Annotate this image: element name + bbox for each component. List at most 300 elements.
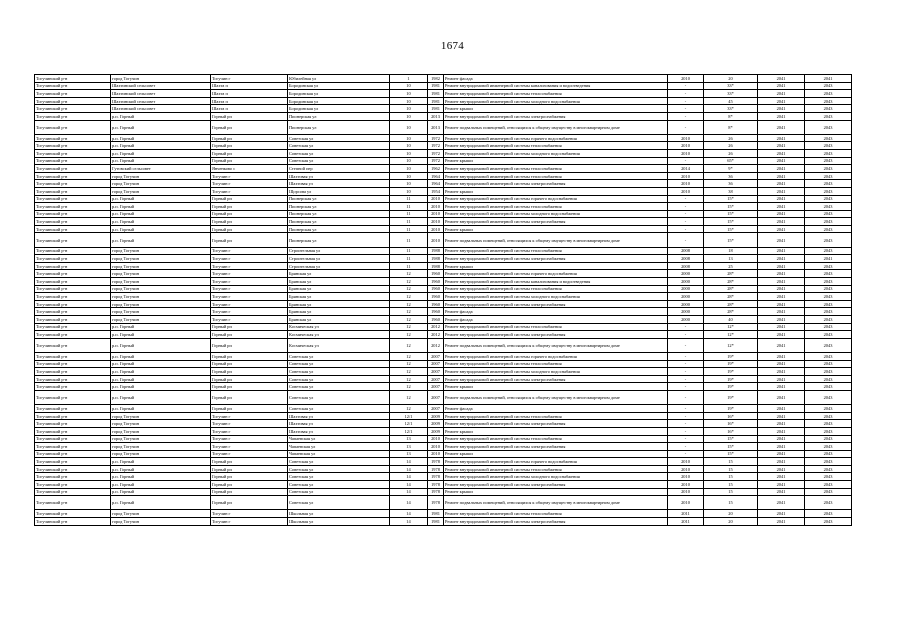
cell-district: Тогучинский р-н <box>35 458 111 466</box>
cell-municipality: р.п. Горный <box>111 352 211 360</box>
cell-municipality: р.п. Горный <box>111 465 211 473</box>
cell-settlement: Тогучин г <box>211 180 288 188</box>
cell-work-type: Ремонт внутридомовой инженерной системы холодного водоснабжения <box>444 368 668 376</box>
cell-wear-percent: 15 <box>704 473 758 481</box>
cell-work-type: Ремонт внутридомовой инженерной системы канализования и водоотведения <box>444 82 668 90</box>
cell-build-year: 1954 <box>428 187 444 195</box>
cell-settlement: Горный рп <box>211 368 288 376</box>
cell-municipality: город Тогучин <box>111 427 211 435</box>
cell-street: Шахтовая ул <box>288 412 390 420</box>
cell-settlement: Тогучин г <box>211 412 288 420</box>
cell-district: Тогучинский р-н <box>35 149 111 157</box>
cell-work-type: Ремонт внутридомовой инженерной системы холодного водоснабжения <box>444 97 668 105</box>
cell-work-type: Ремонт внутридомовой инженерной системы электроснабжения <box>444 300 668 308</box>
cell-wear-percent: 19* <box>704 375 758 383</box>
cell-settlement: Горный рп <box>211 488 288 496</box>
cell-house-number: 12 <box>390 368 428 376</box>
cell-build-year: 1978 <box>428 473 444 481</box>
cell-house-number: 12 <box>390 375 428 383</box>
cell-house-number: 12 <box>390 285 428 293</box>
cell-settlement: Горный рп <box>211 338 288 352</box>
cell-work-type: Ремонт внутридомовой инженерной системы электроснабжения <box>444 218 668 226</box>
cell-settlement: Тогучин г <box>211 420 288 428</box>
cell-municipality: р.п. Горный <box>111 203 211 211</box>
cell-plan-start-year: 2041 <box>758 149 805 157</box>
cell-build-year: 2010 <box>428 443 444 451</box>
cell-municipality: Шахтинский сельсовет <box>111 90 211 98</box>
cell-house-number: 12 <box>390 300 428 308</box>
cell-house-number: 14 <box>390 510 428 518</box>
cell-wear-percent: 8* <box>704 112 758 120</box>
cell-work-type: Ремонт внутридомовой инженерной системы электроснабжения <box>444 443 668 451</box>
table-row <box>35 90 852 98</box>
cell-district: Тогучинский р-н <box>35 278 111 286</box>
table-row <box>35 270 852 278</box>
cell-build-year: 2009 <box>428 427 444 435</box>
cell-district: Тогучинский р-н <box>35 120 111 134</box>
cell-work-type: Ремонт внутридомовой инженерной системы электроснабжения <box>444 180 668 188</box>
cell-house-number: 14 <box>390 518 428 526</box>
cell-wear-percent: 28* <box>704 293 758 301</box>
cell-plan-end-year: 2043 <box>805 270 852 278</box>
table-row <box>35 368 852 376</box>
cell-work-type: Ремонт внутридомовой инженерной системы холодного водоснабжения <box>444 293 668 301</box>
cell-district: Тогучинский р-н <box>35 172 111 180</box>
table-row <box>35 458 852 466</box>
cell-plan-end-year: 2043 <box>805 278 852 286</box>
cell-wear-percent: 28* <box>704 300 758 308</box>
cell-settlement: Горный рп <box>211 203 288 211</box>
cell-work-type: Ремонт внутридомовой инженерной системы горячего водоснабжения <box>444 352 668 360</box>
cell-build-year: 2013 <box>428 112 444 120</box>
cell-plan-end-year: 2043 <box>805 308 852 316</box>
cell-district: Тогучинский р-н <box>35 142 111 150</box>
cell-district: Тогучинский р-н <box>35 488 111 496</box>
cell-build-year: 2010 <box>428 218 444 226</box>
cell-street: Пионерская ул <box>288 203 390 211</box>
cell-last-repair-year: - <box>668 338 704 352</box>
cell-build-year: 1981 <box>428 105 444 113</box>
cell-plan-end-year: 2043 <box>805 285 852 293</box>
cell-municipality: город Тогучин <box>111 510 211 518</box>
cell-build-year: 1972 <box>428 142 444 150</box>
table-row <box>35 218 852 226</box>
cell-wear-percent: 25 <box>704 262 758 270</box>
cell-house-number: 14 <box>390 481 428 489</box>
cell-plan-end-year: 2043 <box>805 427 852 435</box>
cell-house-number: 10 <box>390 105 428 113</box>
cell-wear-percent: 65* <box>704 157 758 165</box>
cell-municipality: город Тогучин <box>111 518 211 526</box>
cell-work-type: Ремонт внутридомовой инженерной системы электроснабжения <box>444 331 668 339</box>
cell-municipality: город Тогучин <box>111 187 211 195</box>
cell-work-type: Ремонт крыши <box>444 450 668 458</box>
cell-plan-start-year: 2041 <box>758 247 805 255</box>
table-row <box>35 149 852 157</box>
table-row <box>35 331 852 339</box>
cell-district: Тогучинский р-н <box>35 187 111 195</box>
cell-house-number: 10 <box>390 157 428 165</box>
cell-build-year: 2012 <box>428 323 444 331</box>
cell-street: Пионерская ул <box>288 218 390 226</box>
cell-settlement: Горный рп <box>211 496 288 510</box>
register-body <box>35 75 852 526</box>
cell-wear-percent: 9* <box>704 165 758 173</box>
cell-plan-start-year: 2041 <box>758 420 805 428</box>
cell-work-type: Ремонт внутридомовой инженерной системы электроснабжения <box>444 375 668 383</box>
cell-district: Тогучинский р-н <box>35 481 111 489</box>
table-row <box>35 255 852 263</box>
cell-municipality: город Тогучин <box>111 300 211 308</box>
cell-plan-start-year: 2041 <box>758 75 805 83</box>
cell-work-type: Ремонт крыши <box>444 427 668 435</box>
cell-municipality: р.п. Горный <box>111 210 211 218</box>
cell-plan-end-year: 2043 <box>805 97 852 105</box>
cell-settlement: Тогучин г <box>211 285 288 293</box>
cell-wear-percent: 19* <box>704 360 758 368</box>
table-row <box>35 210 852 218</box>
cell-house-number: 11 <box>390 225 428 233</box>
cell-settlement: Горный рп <box>211 225 288 233</box>
cell-street: Строительная ул <box>288 255 390 263</box>
cell-plan-end-year: 2043 <box>805 510 852 518</box>
cell-house-number: 12 <box>390 308 428 316</box>
cell-municipality: р.п. Горный <box>111 142 211 150</box>
cell-municipality: город Тогучин <box>111 293 211 301</box>
cell-wear-percent: 15 <box>704 488 758 496</box>
cell-plan-end-year: 2043 <box>805 383 852 391</box>
cell-plan-end-year: 2043 <box>805 225 852 233</box>
cell-municipality: р.п. Горный <box>111 368 211 376</box>
cell-wear-percent: 38 <box>704 187 758 195</box>
cell-last-repair-year: - <box>668 450 704 458</box>
cell-street: Советская ул <box>288 142 390 150</box>
cell-street: Чапаевская ул <box>288 450 390 458</box>
cell-plan-start-year: 2041 <box>758 518 805 526</box>
cell-district: Тогучинский р-н <box>35 165 111 173</box>
cell-settlement: Горный рп <box>211 481 288 489</box>
cell-last-repair-year: - <box>668 360 704 368</box>
cell-wear-percent: 45 <box>704 97 758 105</box>
cell-municipality: р.п. Горный <box>111 338 211 352</box>
cell-district: Тогучинский р-н <box>35 390 111 404</box>
cell-wear-percent: 12* <box>704 331 758 339</box>
cell-build-year: 1988 <box>428 262 444 270</box>
cell-district: Тогучинский р-н <box>35 218 111 226</box>
cell-work-type: Ремонт фасада <box>444 316 668 324</box>
cell-work-type: Ремонт внутридомовой инженерной системы теплоснабжения <box>444 90 668 98</box>
table-row <box>35 360 852 368</box>
cell-plan-end-year: 2043 <box>805 134 852 142</box>
cell-street: Пионерская ул <box>288 225 390 233</box>
cell-municipality: р.п. Горный <box>111 496 211 510</box>
cell-settlement: Горный рп <box>211 142 288 150</box>
cell-municipality: р.п. Горный <box>111 323 211 331</box>
cell-house-number: 12 <box>390 278 428 286</box>
cell-build-year: 2010 <box>428 233 444 247</box>
cell-district: Тогучинский р-н <box>35 323 111 331</box>
cell-house-number: 10 <box>390 120 428 134</box>
cell-last-repair-year: 2010 <box>668 180 704 188</box>
cell-last-repair-year: - <box>668 203 704 211</box>
cell-settlement: Тогучин г <box>211 435 288 443</box>
cell-wear-percent: 26 <box>704 134 758 142</box>
cell-street: Советская ул <box>288 496 390 510</box>
cell-plan-end-year: 2043 <box>805 338 852 352</box>
cell-work-type: Ремонт внутридомовой инженерной системы теплоснабжения <box>444 247 668 255</box>
cell-district: Тогучинский р-н <box>35 352 111 360</box>
cell-plan-start-year: 2041 <box>758 510 805 518</box>
cell-last-repair-year: 2010 <box>668 496 704 510</box>
table-row <box>35 120 852 134</box>
table-row <box>35 390 852 404</box>
cell-plan-end-year: 2043 <box>805 450 852 458</box>
cell-plan-end-year: 2043 <box>805 488 852 496</box>
cell-plan-start-year: 2041 <box>758 157 805 165</box>
cell-build-year: 1982 <box>428 75 444 83</box>
cell-last-repair-year: - <box>668 105 704 113</box>
cell-district: Тогучинский р-н <box>35 412 111 420</box>
cell-last-repair-year: 2010 <box>668 142 704 150</box>
cell-build-year: 2007 <box>428 352 444 360</box>
cell-last-repair-year: - <box>668 352 704 360</box>
cell-plan-start-year: 2041 <box>758 278 805 286</box>
cell-district: Тогучинский р-н <box>35 262 111 270</box>
cell-plan-start-year: 2041 <box>758 82 805 90</box>
table-row <box>35 518 852 526</box>
cell-wear-percent: 19* <box>704 405 758 413</box>
cell-street: Советская ул <box>288 390 390 404</box>
cell-last-repair-year: 2010 <box>668 465 704 473</box>
cell-wear-percent: 15* <box>704 450 758 458</box>
cell-house-number: 14 <box>390 496 428 510</box>
cell-district: Тогучинский р-н <box>35 443 111 451</box>
cell-build-year: 1988 <box>428 255 444 263</box>
cell-work-type: Ремонт внутридомовой инженерной системы электроснабжения <box>444 420 668 428</box>
cell-build-year: 1972 <box>428 149 444 157</box>
cell-last-repair-year: 2011 <box>668 518 704 526</box>
cell-district: Тогучинский р-н <box>35 180 111 188</box>
cell-wear-percent: 15* <box>704 225 758 233</box>
cell-street: Строительная ул <box>288 262 390 270</box>
cell-last-repair-year: 2000 <box>668 293 704 301</box>
cell-wear-percent: 15 <box>704 465 758 473</box>
cell-build-year: 1960 <box>428 300 444 308</box>
cell-municipality: Шахтинский сельсовет <box>111 97 211 105</box>
cell-plan-start-year: 2041 <box>758 165 805 173</box>
table-row <box>35 488 852 496</box>
cell-plan-start-year: 2041 <box>758 458 805 466</box>
cell-plan-end-year: 2043 <box>805 149 852 157</box>
cell-settlement: Тогучин г <box>211 247 288 255</box>
cell-plan-end-year: 2043 <box>805 210 852 218</box>
cell-wear-percent: 40 <box>704 316 758 324</box>
cell-street: Брянская ул <box>288 308 390 316</box>
table-row <box>35 435 852 443</box>
table-row <box>35 112 852 120</box>
cell-wear-percent: 28* <box>704 278 758 286</box>
cell-settlement: Тогучин г <box>211 270 288 278</box>
cell-settlement: Горный рп <box>211 134 288 142</box>
cell-plan-start-year: 2041 <box>758 375 805 383</box>
cell-work-type: Ремонт крыши <box>444 105 668 113</box>
cell-municipality: р.п. Горный <box>111 112 211 120</box>
cell-plan-end-year: 2041 <box>805 255 852 263</box>
cell-municipality: город Тогучин <box>111 412 211 420</box>
cell-wear-percent: 20 <box>704 510 758 518</box>
cell-last-repair-year: - <box>668 390 704 404</box>
cell-plan-end-year: 2043 <box>805 481 852 489</box>
cell-house-number: 11 <box>390 262 428 270</box>
table-row <box>35 172 852 180</box>
cell-street: Шахтовая ул <box>288 420 390 428</box>
cell-plan-start-year: 2041 <box>758 105 805 113</box>
cell-plan-end-year: 2043 <box>805 375 852 383</box>
cell-street: Шахтовая ул <box>288 427 390 435</box>
cell-municipality: р.п. Горный <box>111 218 211 226</box>
table-row <box>35 338 852 352</box>
cell-last-repair-year: - <box>668 331 704 339</box>
cell-district: Тогучинский р-н <box>35 210 111 218</box>
cell-house-number: 10 <box>390 165 428 173</box>
capital-repair-register-table <box>34 74 852 526</box>
cell-build-year: 2013 <box>428 120 444 134</box>
cell-settlement: Горный рп <box>211 112 288 120</box>
table-row <box>35 412 852 420</box>
cell-municipality: город Тогучин <box>111 278 211 286</box>
cell-municipality: город Тогучин <box>111 285 211 293</box>
table-row <box>35 247 852 255</box>
cell-settlement: Шахта п <box>211 97 288 105</box>
cell-build-year: 2007 <box>428 390 444 404</box>
cell-work-type: Ремонт внутридомовой инженерной системы холодного водоснабжения <box>444 210 668 218</box>
cell-wear-percent: 19* <box>704 390 758 404</box>
cell-settlement: Горный рп <box>211 331 288 339</box>
cell-build-year: 2010 <box>428 210 444 218</box>
cell-settlement: Горный рп <box>211 149 288 157</box>
cell-wear-percent: 8* <box>704 120 758 134</box>
cell-municipality: р.п. Горный <box>111 481 211 489</box>
cell-street: Бородинская ул <box>288 90 390 98</box>
table-row <box>35 323 852 331</box>
cell-plan-start-year: 2041 <box>758 352 805 360</box>
cell-build-year: 1981 <box>428 518 444 526</box>
cell-settlement: Тогучин г <box>211 293 288 301</box>
cell-plan-end-year: 2043 <box>805 300 852 308</box>
cell-build-year: 1978 <box>428 481 444 489</box>
cell-house-number: 11 <box>390 210 428 218</box>
cell-last-repair-year: - <box>668 195 704 203</box>
cell-build-year: 2010 <box>428 435 444 443</box>
cell-house-number: 12 <box>390 270 428 278</box>
cell-plan-start-year: 2041 <box>758 293 805 301</box>
cell-work-type: Ремонт внутридомовой инженерной системы холодного водоснабжения <box>444 149 668 157</box>
cell-district: Тогучинский р-н <box>35 375 111 383</box>
cell-municipality: город Тогучин <box>111 270 211 278</box>
cell-district: Тогучинский р-н <box>35 90 111 98</box>
cell-district: Тогучинский р-н <box>35 427 111 435</box>
cell-build-year: 1964 <box>428 180 444 188</box>
cell-district: Тогучинский р-н <box>35 134 111 142</box>
cell-house-number: 10 <box>390 142 428 150</box>
cell-district: Тогучинский р-н <box>35 247 111 255</box>
cell-plan-start-year: 2041 <box>758 142 805 150</box>
cell-settlement: Горный рп <box>211 405 288 413</box>
cell-district: Тогучинский р-н <box>35 97 111 105</box>
cell-build-year: 1960 <box>428 285 444 293</box>
cell-build-year: 1978 <box>428 488 444 496</box>
cell-street: Пионерская ул <box>288 195 390 203</box>
cell-municipality: город Тогучин <box>111 255 211 263</box>
cell-last-repair-year: - <box>668 90 704 98</box>
cell-last-repair-year: - <box>668 323 704 331</box>
cell-plan-end-year: 2043 <box>805 142 852 150</box>
cell-last-repair-year: 2010 <box>668 458 704 466</box>
cell-street: Советская ул <box>288 149 390 157</box>
cell-plan-start-year: 2041 <box>758 481 805 489</box>
cell-wear-percent: 15* <box>704 218 758 226</box>
cell-street: Советская ул <box>288 465 390 473</box>
cell-wear-percent: 36 <box>704 180 758 188</box>
cell-settlement: Горный рп <box>211 352 288 360</box>
table-row <box>35 203 852 211</box>
cell-settlement: Тогучин г <box>211 427 288 435</box>
cell-plan-end-year: 2043 <box>805 465 852 473</box>
cell-wear-percent: 16* <box>704 420 758 428</box>
cell-plan-start-year: 2041 <box>758 112 805 120</box>
cell-district: Тогучинский р-н <box>35 331 111 339</box>
table-row <box>35 308 852 316</box>
cell-wear-percent: 19* <box>704 383 758 391</box>
cell-build-year: 2010 <box>428 225 444 233</box>
cell-district: Тогучинский р-н <box>35 300 111 308</box>
cell-settlement: Янченково с <box>211 165 288 173</box>
cell-plan-start-year: 2041 <box>758 97 805 105</box>
table-row <box>35 352 852 360</box>
cell-work-type: Ремонт внутридомовой инженерной системы холодного водоснабжения <box>444 473 668 481</box>
table-row <box>35 375 852 383</box>
cell-district: Тогучинский р-н <box>35 195 111 203</box>
cell-settlement: Горный рп <box>211 458 288 466</box>
table-row <box>35 496 852 510</box>
table-row <box>35 420 852 428</box>
cell-street: Щорсова ул <box>288 187 390 195</box>
cell-last-repair-year: 2000 <box>668 285 704 293</box>
cell-last-repair-year: - <box>668 120 704 134</box>
cell-street: Советская ул <box>288 405 390 413</box>
cell-municipality: город Тогучин <box>111 180 211 188</box>
cell-work-type: Ремонт внутридомовой инженерной системы горячего водоснабжения <box>444 195 668 203</box>
cell-wear-percent: 15* <box>704 443 758 451</box>
cell-plan-end-year: 2043 <box>805 120 852 134</box>
cell-house-number: 12 <box>390 323 428 331</box>
cell-plan-start-year: 2041 <box>758 473 805 481</box>
cell-house-number: 12 <box>390 405 428 413</box>
cell-settlement: Горный рп <box>211 360 288 368</box>
cell-house-number: 10 <box>390 82 428 90</box>
cell-house-number: 11 <box>390 203 428 211</box>
table-row <box>35 142 852 150</box>
cell-build-year: 1981 <box>428 510 444 518</box>
cell-last-repair-year: 2008 <box>668 262 704 270</box>
cell-work-type: Ремонт внутридомовой инженерной системы горячего водоснабжения <box>444 134 668 142</box>
cell-work-type: Ремонт внутридомовой инженерной системы теплоснабжения <box>444 165 668 173</box>
cell-plan-start-year: 2041 <box>758 316 805 324</box>
cell-plan-start-year: 2041 <box>758 308 805 316</box>
cell-settlement: Тогучин г <box>211 510 288 518</box>
table-row <box>35 134 852 142</box>
cell-wear-percent: 26 <box>704 149 758 157</box>
